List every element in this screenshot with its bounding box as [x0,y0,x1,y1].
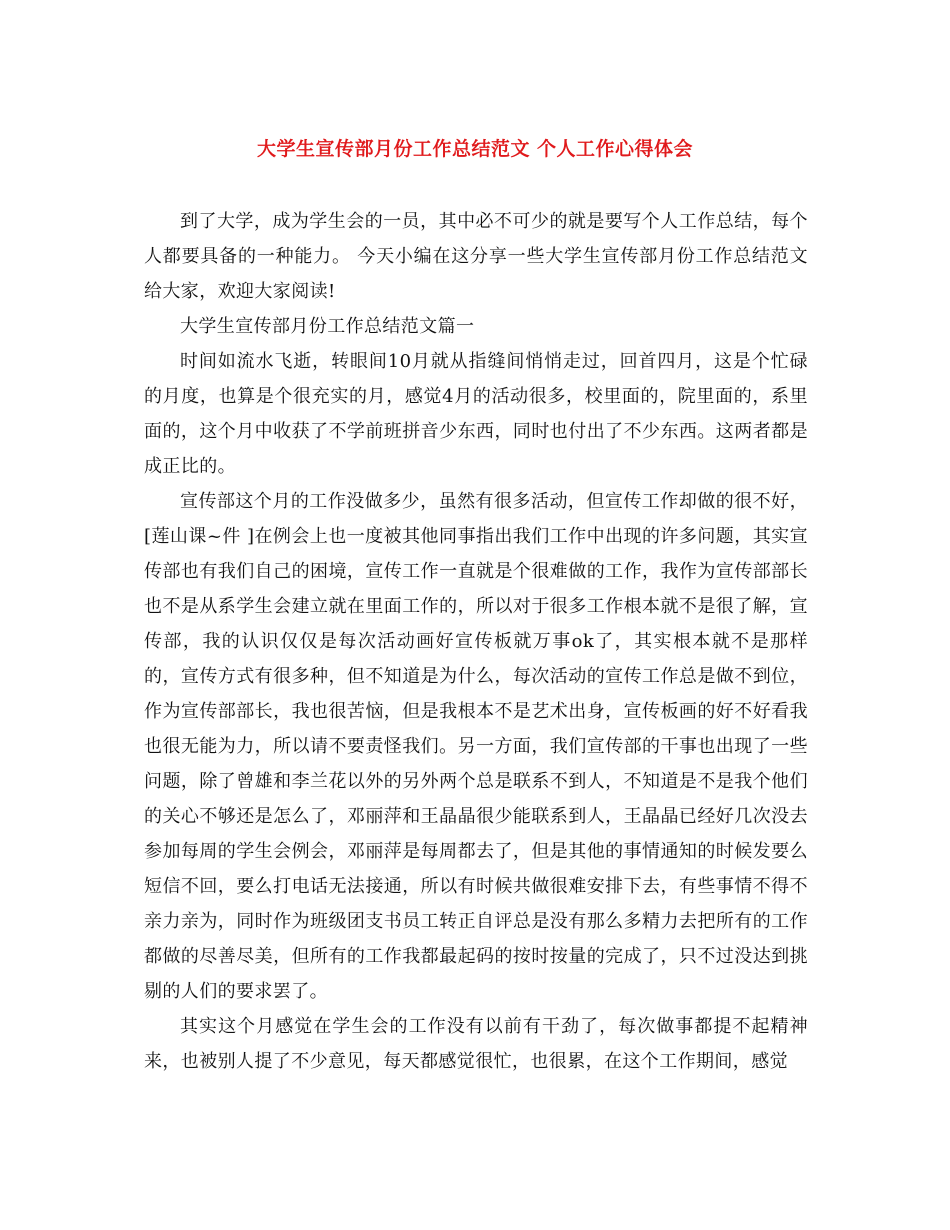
body-paragraph: 时间如流水飞逝，转眼间10月就从指缝间悄悄走过，回首四月，这是个忙碌的月度，也算是个很充实的月，感觉4月的活动很多，校里面的，院里面的，系里面的，这个月中收获了不学前班拼音少东西，同时也付出了不少东西。这两者都是成正比的。 [144,351,808,477]
document-title: 大学生宣传部月份工作总结范文 个人工作心得体会 [256,138,694,160]
section-heading: 大学生宣传部月份工作总结范文篇一 [180,316,475,337]
document-body [144,204,808,1079]
body-paragraph: 其实这个月感觉在学生会的工作没有以前有干劲了，每次做事都提不起精神来，也被别人提了不少意见，每天都感觉很忙，也很累，在这个工作期间，感觉 [144,1016,808,1072]
body-paragraph: 宣传部这个月的工作没做多少，虽然有很多活动，但宣传工作却做的很不好，[莲山课~件 ]在例会上也一度被其他同事指出我们工作中出现的许多问题，其实宣传部也有我们自己的困境，宣传工作一直就是个很难做的工作，我作为宣传部部长也不是从系学生会建立就在里面工作的，所以对于很多工作根本就不是很了解，宣传部，我的认识仅仅是每次活动画好宣传板就万事ok了，其实根本就不是那样的，宣传方式有很多种，但不知道是为什么，每次活动的宣传工作总是做不到位，作为宣传部部长，我也很苦恼，但是我根本不是艺术出身，宣传板画的好不好看我也很无能为力，所以请不要责怪我们。另一方面，我们宣传部的干事也出现了一些问题，除了曾雄和李兰花以外的另外两个总是联系不到人，不知道是不是我个他们的关心不够还是怎么了，邓丽萍和王晶晶很少能联系到人，王晶晶已经好几次没去参加每周的学生会例会，邓丽萍是每周都去了，但是其他的事情通知的时候发要么短信不回，要么打电话无法接通，所以有时候共做很难安排下去，有些事情不得不亲力亲为，同时作为班级团支书员工转正自评总是没有那么多精力去把所有的工作都做的尽善尽美，但所有的工作我都最起码的按时按量的完成了，只不过没达到挑剔的人们的要求罢了。 [144,491,808,1002]
intro-paragraph: 到了大学，成为学生会的一员，其中必不可少的就是要写个人工作总结，每个人都要具备的一种能力。 今天小编在这分享一些大学生宣传部月份工作总结范文给大家，欢迎大家阅读! [144,211,808,302]
